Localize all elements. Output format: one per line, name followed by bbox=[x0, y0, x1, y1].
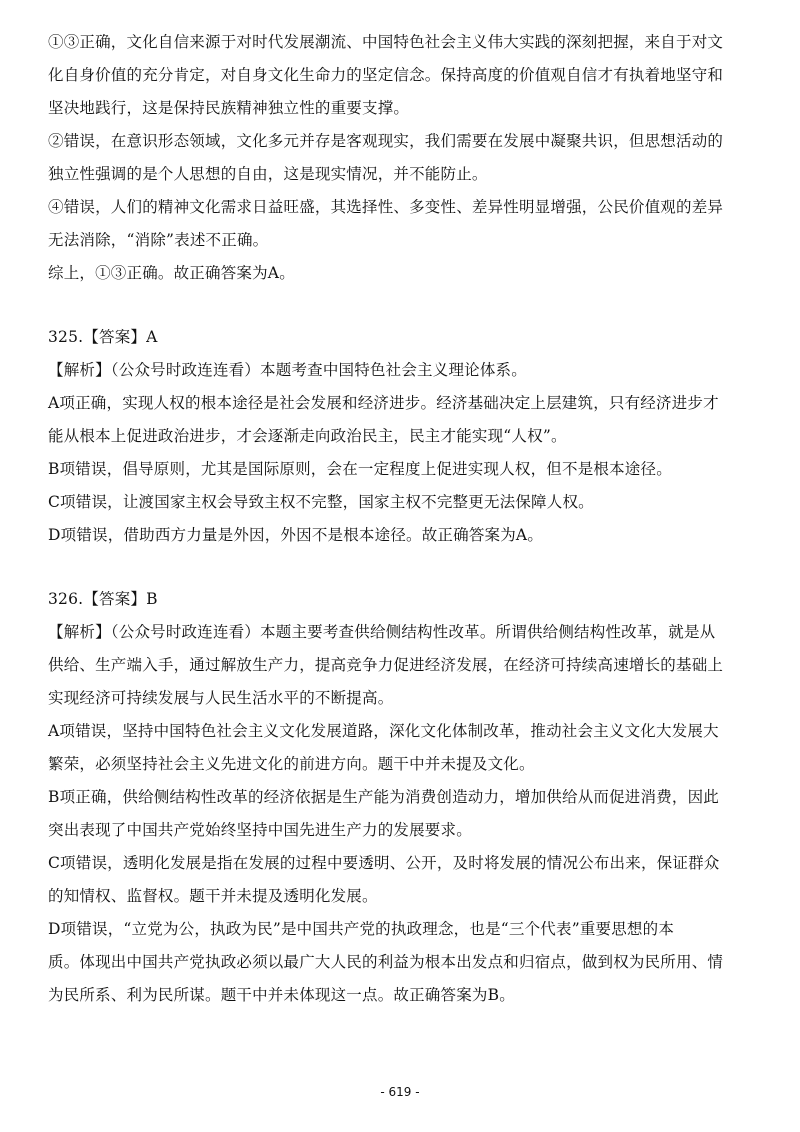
q326-analysis-line: A项错误，坚持中国特色社会主义文化发展道路，深化文化体制改革，推动社会主义文化大发展大 bbox=[48, 722, 719, 740]
q325-analysis-line: 【解析】（公众号时政连连看）本题考查中国特色社会主义理论体系。 bbox=[48, 361, 527, 379]
q326-analysis-line: C项错误，透明化发展是指在发展的过程中要透明、公开，及时将发展的情况公布出来，保证群众 bbox=[48, 854, 720, 872]
q326-answer-heading: 326.【答案】B bbox=[48, 590, 158, 608]
continuation-line: 化自身价值的充分肯定，对自身文化生命力的坚定信念。保持高度的价值观自信才有执着地坚守和 bbox=[48, 66, 724, 84]
q325-analysis-line: D项错误，借助西方力量是外因，外因不是根本途径。故正确答案为A。 bbox=[48, 526, 544, 544]
q326-analysis-line: 为民所系、利为民所谋。题干中并未体现这一点。故正确答案为B。 bbox=[48, 986, 515, 1004]
continuation-line: 无法消除，“消除”表述不正确。 bbox=[48, 231, 269, 249]
q326-analysis-line: 实现经济可持续发展与人民生活水平的不断提高。 bbox=[48, 689, 394, 707]
continuation-line: 独立性强调的是个人思想的自由，这是现实情况，并不能防止。 bbox=[48, 165, 488, 183]
continuation-line: ①③正确，文化自信来源于对时代发展潮流、中国特色社会主义伟大实践的深刻把握，来自于对文 bbox=[48, 33, 724, 51]
q326-analysis-line: D项错误，“立党为公，执政为民”是中国共产党的执政理念，也是“三个代表”重要思想的本 bbox=[48, 920, 675, 938]
q326-analysis-line: B项正确，供给侧结构性改革的经济依据是生产能为消费创造动力，增加供给从而促进消费，因此 bbox=[48, 788, 719, 806]
continuation-line: ④错误，人们的精神文化需求日益旺盛，其选择性、多变性、差异性明显增强，公民价值观的差异 bbox=[48, 198, 724, 216]
q326-analysis-line: 供给、生产端入手，通过解放生产力，提高竞争力促进经济发展，在经济可持续高速增长的基础上 bbox=[48, 656, 724, 674]
page-number: - 619 - bbox=[380, 1085, 420, 1099]
q325-analysis-line: 能从根本上促进政治进步，才会逐渐走向政治民主，民主才能实现“人权”。 bbox=[48, 427, 567, 445]
continuation-line: 综上，①③正确。故正确答案为A。 bbox=[48, 264, 295, 282]
q325-answer-heading: 325.【答案】A bbox=[48, 328, 158, 346]
q325-analysis-line: C项错误，让渡国家主权会导致主权不完整，国家主权不完整更无法保障人权。 bbox=[48, 493, 594, 511]
q326-analysis-line: 的知情权、监督权。题干并未提及透明化发展。 bbox=[48, 887, 378, 905]
continuation-line: ②错误，在意识形态领域，文化多元并存是客观现实，我们需要在发展中凝聚共识，但思想活动的 bbox=[48, 132, 724, 150]
q325-analysis-line: B项错误，倡导原则，尤其是国际原则，会在一定程度上促进实现人权，但不是根本途径。 bbox=[48, 460, 672, 478]
q326-analysis-line: 质。体现出中国共产党执政必须以最广大人民的利益为根本出发点和归宿点，做到权为民所用、情 bbox=[48, 953, 724, 971]
q326-analysis-line: 突出表现了中国共产党始终坚持中国先进生产力的发展要求。 bbox=[48, 821, 472, 839]
q326-analysis-line: 【解析】（公众号时政连连看）本题主要考查供给侧结构性改革。所谓供给侧结构性改革，就是从 bbox=[48, 623, 716, 641]
continuation-line: 坚决地践行，这是保持民族精神独立性的重要支撑。 bbox=[48, 99, 410, 117]
q325-analysis-line: A项正确，实现人权的根本途径是社会发展和经济进步。经济基础决定上层建筑，只有经济进步才 bbox=[48, 394, 719, 412]
q326-analysis-line: 繁荣，必须坚持社会主义先进文化的前进方向。题干中并未提及文化。 bbox=[48, 755, 535, 773]
